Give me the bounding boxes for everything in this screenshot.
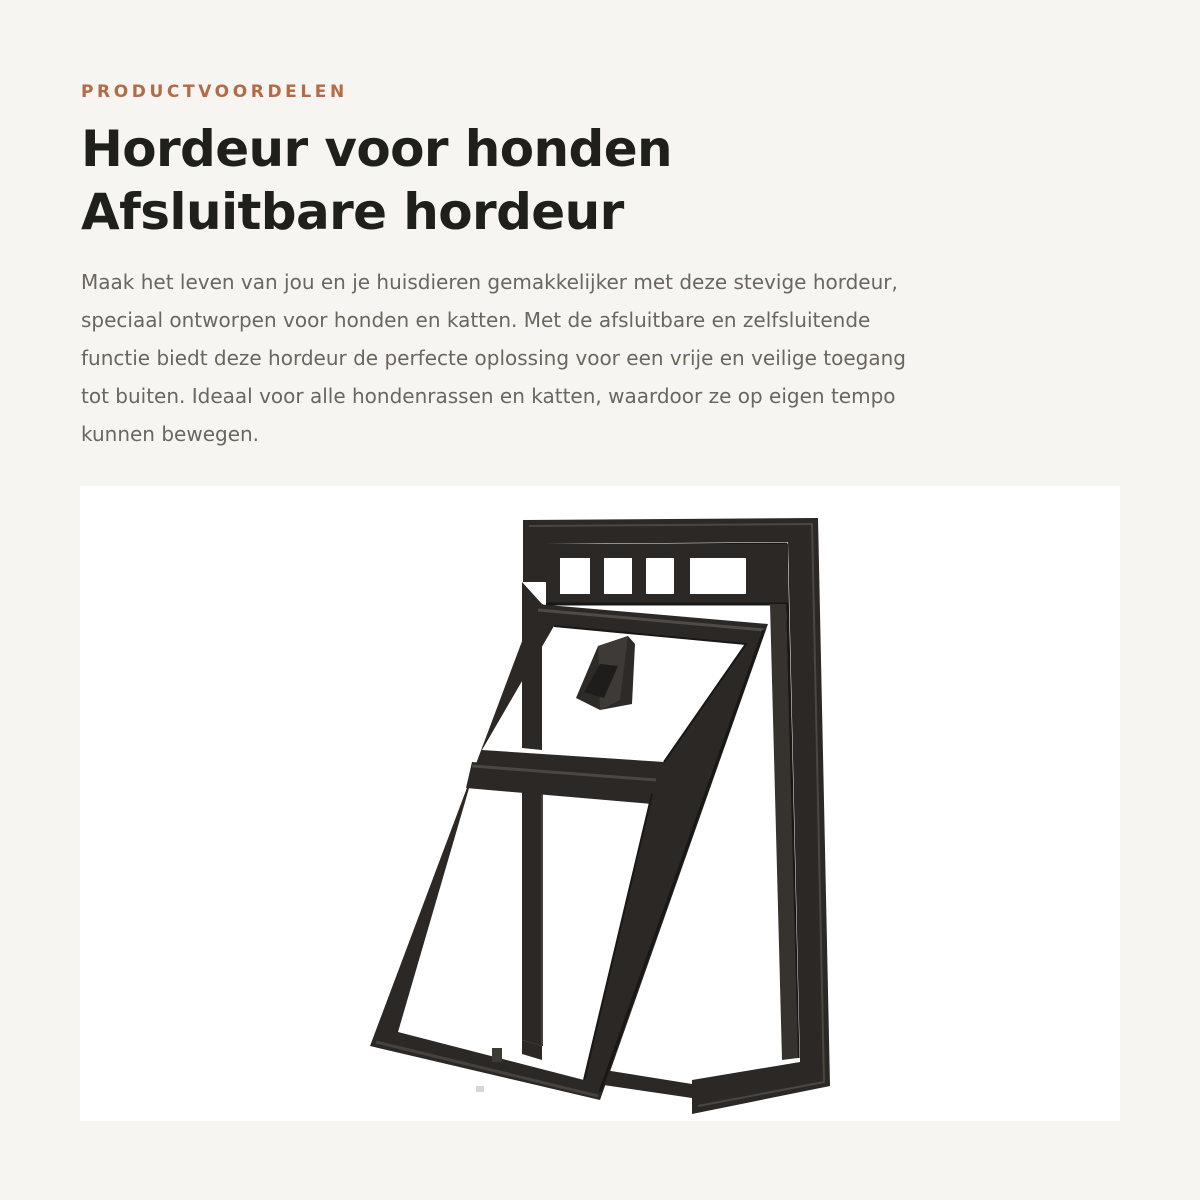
description-line-1: Maak het leven van jou en je huisdieren gemakkelijker met deze stevige hordeur, <box>81 270 898 294</box>
description-line-5: kunnen bewegen. <box>81 422 260 446</box>
product-image <box>80 486 1120 1121</box>
title-line-1: Hordeur voor honden <box>81 120 673 178</box>
section-description <box>81 263 1041 453</box>
section-title <box>81 118 672 244</box>
description-line-4: tot buiten. Ideaal voor alle hondenrassen en katten, waardoor ze op eigen tempo <box>81 384 896 408</box>
swing-flap <box>370 604 768 1100</box>
title-line-2: Afsluitbare hordeur <box>81 183 624 241</box>
description-line-2: speciaal ontworpen voor honden en katten. Met de afsluitbare en zelfsluitende <box>81 308 871 332</box>
section-eyebrow: PRODUCTVOORDELEN <box>81 82 348 102</box>
pet-door-illustration <box>80 486 1120 1121</box>
description-line-3: functie biedt deze hordeur de perfecte oplossing voor een vrije en veilige toegang <box>81 346 906 370</box>
